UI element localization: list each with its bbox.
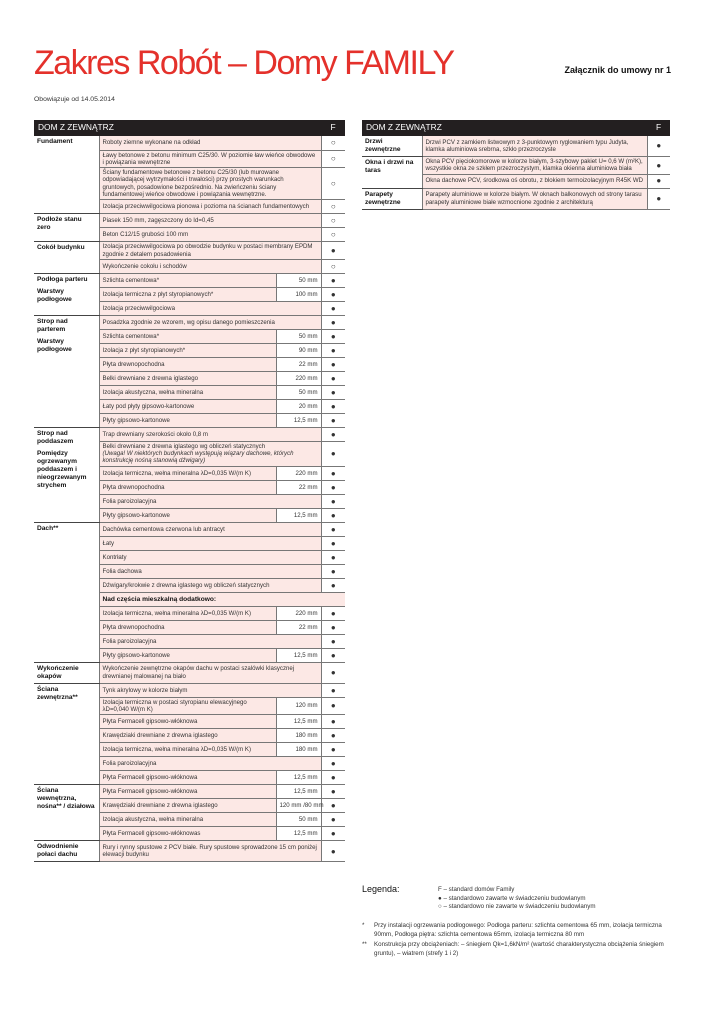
item-description	[99, 301, 321, 315]
item-description	[99, 771, 276, 785]
section-title: Fundament	[37, 138, 73, 145]
item-text: Folia dachowa	[102, 567, 142, 575]
included-dot-icon: ●	[321, 480, 345, 494]
item-quantity: 12,5 mm	[276, 413, 321, 427]
included-dot-icon: ●	[321, 494, 345, 508]
item-quantity: 12,5 mm	[276, 715, 321, 729]
included-dot-icon: ●	[321, 813, 345, 827]
included-dot-icon: ●	[321, 441, 345, 466]
item-quantity: 12,5 mm	[276, 508, 321, 522]
section-title-cell	[34, 785, 99, 841]
section-title: Cokół budynku	[37, 244, 85, 252]
item-text: Wykończenie cokołu i schodów	[102, 262, 187, 270]
item-text: Izolacja przeciwwilgociowa pionowa i pozioma na ścianach fundamentowych	[102, 203, 310, 211]
item-description	[99, 606, 276, 620]
excluded-circle-icon: ○	[321, 200, 345, 214]
item-text: Płyty gipsowo-kartonowe	[102, 651, 170, 659]
section-title-cell	[34, 662, 99, 683]
item-quantity: 12,5 mm	[276, 648, 321, 662]
item-text: Trap drewniany szerokości około 0,8 m	[102, 430, 208, 438]
item-quantity: 20 mm	[276, 399, 321, 413]
item-description	[99, 508, 276, 522]
item-description	[99, 536, 321, 550]
excluded-circle-icon: ○	[321, 168, 345, 200]
included-dot-icon: ●	[647, 136, 670, 157]
item-text: Posadzka zgodnie ze wzorem, wg opisu danego pomieszczenia	[102, 318, 275, 326]
item-text: Izolacja akustyczna, wełna mineralna	[102, 388, 204, 396]
item-description	[99, 683, 321, 697]
table-header-row	[34, 120, 345, 136]
item-text: Płyta Fermacell gipsowo-włóknowa	[102, 718, 198, 726]
included-dot-icon: ●	[321, 343, 345, 357]
table-row	[362, 157, 670, 175]
item-text: Izolacja termiczna, wełna mineralna λD=0,035 W/(m K)	[102, 609, 252, 617]
item-description	[422, 157, 647, 175]
table-row	[34, 136, 345, 150]
item-description	[99, 427, 321, 441]
section-title: Dach**	[37, 524, 59, 532]
item-text: Parapety aluminiowe w kolorze białym. W oknach balkonowych od strony tarasu parapety aluminiowe białe wzmocnione zgodnie z architekturą	[425, 191, 642, 206]
item-text: Dachówka cementowa czerwona lub antracyt	[102, 525, 225, 533]
included-dot-icon: ●	[321, 648, 345, 662]
table-row	[34, 273, 345, 287]
included-dot-icon: ●	[321, 522, 345, 536]
section-title-cell	[34, 683, 99, 785]
item-text: Izolacja akustyczna, wełna mineralna	[102, 816, 204, 824]
included-dot-icon: ●	[321, 550, 345, 564]
excluded-circle-icon: ○	[321, 214, 345, 228]
included-dot-icon: ●	[321, 743, 345, 757]
included-dot-icon: ●	[647, 174, 670, 188]
item-description	[99, 715, 276, 729]
included-dot-icon: ●	[321, 771, 345, 785]
included-dot-icon: ●	[321, 620, 345, 634]
footnote-star: **	[362, 941, 367, 949]
item-text: Izolacja z płyt styropianowych*	[102, 346, 186, 354]
included-dot-icon: ●	[321, 715, 345, 729]
item-description	[99, 697, 276, 715]
footnote	[362, 941, 682, 958]
footnote	[362, 922, 682, 939]
item-text: Belki drewniane z drewna iglastego wg obliczeń statycznych	[102, 442, 266, 450]
excluded-circle-icon: ○	[321, 259, 345, 273]
item-text: Okna PCV pięciokomorowe w kolorze białym, 3-szybowy pakiet U= 0,6 W (m²K), wszystkie okna ze szkłem przezroczystym, klamka okienna aluminiowa biała	[425, 158, 643, 173]
included-dot-icon: ●	[321, 466, 345, 480]
item-description	[99, 564, 321, 578]
section-title: Strop nad parterem	[37, 317, 68, 333]
section-title: Parapety zewnętrzne	[365, 190, 401, 206]
item-description	[99, 813, 276, 827]
table-row	[34, 522, 345, 536]
included-dot-icon: ●	[321, 371, 345, 385]
item-description	[99, 578, 321, 592]
item-description	[99, 494, 321, 508]
item-description	[99, 287, 276, 301]
section-title: Ściana wewnętrzna, nośna** / działowa	[37, 787, 95, 811]
item-text: Płyta Fermacell gipsowo-włóknowas	[102, 830, 201, 838]
included-dot-icon: ●	[321, 827, 345, 841]
excluded-circle-icon: ○	[321, 150, 345, 168]
item-note: (Uwaga! W niektórych budynkach występują wiązary dachowe, których konstrukcję nośną stanowią dźwigary)	[102, 450, 294, 465]
item-quantity: 12,5 mm	[276, 771, 321, 785]
item-text: Szlichta cementowa*	[102, 332, 160, 340]
item-description	[99, 799, 276, 813]
section-title-cell	[34, 242, 99, 274]
table-row	[34, 214, 345, 228]
table-row	[34, 662, 345, 683]
section-title-cell	[34, 522, 99, 662]
table-row	[34, 785, 345, 799]
item-description	[99, 343, 276, 357]
item-description	[99, 385, 276, 399]
section-title: Podłoże stanu zero	[37, 216, 82, 232]
included-dot-icon: ●	[321, 329, 345, 343]
item-description	[99, 315, 321, 329]
item-description	[99, 785, 276, 799]
item-description	[99, 729, 276, 743]
item-text: Płyta drewnopochodna	[102, 623, 165, 631]
item-description	[99, 200, 321, 214]
included-dot-icon: ●	[321, 634, 345, 648]
item-text: Izolacja termiczna, wełna mineralna λD=0,035 W/(m K)	[102, 469, 252, 477]
item-text: Izolacja termiczna w postaci styropianu elewacyjnego λD=0,040 W/(m K)	[102, 698, 247, 714]
column-f-heading: F	[321, 120, 345, 136]
item-text: Płyta Fermacell gipsowo-włóknowa	[102, 788, 198, 796]
item-quantity: 180 mm	[276, 743, 321, 757]
footnote-text: Konstrukcja przy obciążeniach: – śniegiem Qk=1,6kN/m² (wartość charakterystyczna obciążenia śniegiem gruntu), – wiatrem (strefy 1 i 2)	[374, 941, 664, 957]
item-quantity: 100 mm	[276, 287, 321, 301]
item-description	[99, 136, 321, 150]
included-dot-icon: ●	[321, 536, 345, 550]
excluded-circle-icon: ○	[321, 228, 345, 242]
item-description	[99, 480, 276, 494]
item-description	[99, 399, 276, 413]
item-description	[99, 242, 321, 260]
table-heading: DOM Z ZEWNĄTRZ	[362, 120, 647, 136]
section-title-cell	[362, 136, 422, 157]
item-quantity: 220 mm	[276, 606, 321, 620]
item-quantity: 180 mm	[276, 729, 321, 743]
item-text: Izolacja termiczna, wełna mineralna λD=0,035 W/(m K)	[102, 746, 252, 754]
item-quantity: 220 mm	[276, 371, 321, 385]
table-row	[34, 427, 345, 441]
included-dot-icon: ●	[321, 357, 345, 371]
section-title: Odwodnienie połaci dachu	[37, 843, 79, 859]
item-text: Folia paroizolacyjna	[102, 497, 157, 505]
section-title-cell	[34, 427, 99, 522]
footnote-text: Przy instalacji ogrzewania podłogowego: Podłoga parteru: szlichta cementowa 65 mm, izolacja termiczna 90mm, Podłoga piętra: szlichta cementowa 65mm, izolacja termiczna 80 mm	[374, 922, 662, 938]
section-title-cell	[34, 315, 99, 427]
item-text: Izolacja termiczna z płyt styropianowych*	[102, 290, 214, 298]
included-dot-icon: ●	[321, 564, 345, 578]
included-dot-icon: ●	[321, 841, 345, 862]
item-description	[99, 466, 276, 480]
item-text: Belki drewniane z drewna iglastego	[102, 374, 199, 382]
item-text: Ściany fundamentowe betonowe z betonu C25/30 (lub murowane odpowiadającej wytrzymałości i trwałości) przy prostych warunkach gruntowych, posadowione bezpośrednio. Na zwieńczeniu ściany fundamentowej wieńce obwodowe i powiązania wewnętrzne.	[102, 169, 284, 198]
included-dot-icon: ●	[321, 301, 345, 315]
item-description	[422, 188, 647, 209]
included-dot-icon: ●	[321, 799, 345, 813]
included-dot-icon: ●	[321, 273, 345, 287]
section-title-cell	[34, 273, 99, 315]
item-text: Płyty gipsowo-kartonowe	[102, 416, 170, 424]
item-text: Izolacja przeciwwilgociowa po obwodzie budynku w postaci membrany EPDM zgodnie z detalem posadowienia	[102, 243, 313, 258]
item-description	[99, 259, 321, 273]
item-quantity: 120 mm /80 mm	[276, 799, 321, 813]
included-dot-icon: ●	[321, 785, 345, 799]
item-quantity: 22 mm	[276, 620, 321, 634]
included-dot-icon: ●	[321, 385, 345, 399]
included-dot-icon: ●	[647, 157, 670, 175]
included-dot-icon: ●	[321, 757, 345, 771]
item-quantity: 12,5 mm	[276, 785, 321, 799]
section-title: Strop nad poddaszem	[37, 429, 74, 445]
section-title-cell	[34, 214, 99, 242]
item-description	[99, 522, 321, 536]
item-text: Łaty pod płyty gipsowo-kartonowe	[102, 402, 195, 410]
item-description	[422, 136, 647, 157]
item-text: Folia paroizolacyjna	[102, 760, 157, 768]
item-text: Okna dachowe PCV, środkowa oś obrotu, z blokiem termoizolacyjnym R45K WD	[425, 177, 644, 185]
included-dot-icon: ●	[321, 508, 345, 522]
section-title: Podłoga parteru	[37, 275, 88, 283]
item-text: Tynk akrylowy w kolorze białym	[102, 686, 188, 694]
item-text: Kontrłaty	[102, 553, 127, 561]
item-description	[99, 620, 276, 634]
item-description	[99, 662, 321, 683]
item-quantity: 120 mm	[276, 697, 321, 715]
item-text: Ławy betonowe z betonu minimum C25/30. W poziomie ław wieńce obwodowe i powiązania wewnętrzne	[102, 151, 316, 166]
item-description	[99, 357, 276, 371]
table-row	[34, 841, 345, 862]
legend-item: ○ – standardowo nie zawarte w świadczeniu budowlanym	[438, 903, 596, 911]
item-text: Drzwi PCV z zamkiem listwowym z 3-punktowym ryglowaniem typu Judyta, klamka aluminiowa srebrna, szkło przezroczyste	[425, 138, 629, 153]
item-description	[99, 168, 321, 200]
annex-label: Załącznik do umowy nr 1	[564, 65, 671, 75]
subsection-label: Nad częścia mieszkalną dodatkowo:	[99, 592, 345, 606]
item-description	[99, 648, 276, 662]
item-quantity: 22 mm	[276, 480, 321, 494]
included-dot-icon: ●	[321, 399, 345, 413]
section-title-cell	[34, 136, 99, 214]
included-dot-icon: ●	[321, 242, 345, 260]
included-dot-icon: ●	[321, 606, 345, 620]
section-title: Wykończenie okapów	[37, 664, 79, 680]
included-dot-icon: ●	[321, 683, 345, 697]
included-dot-icon: ●	[321, 315, 345, 329]
item-text: Łaty	[102, 539, 115, 547]
section-title: Drzwi zewnętrzne	[365, 138, 401, 153]
table-header-row	[362, 120, 670, 136]
section-subtitle: Warstwy podłogowe	[37, 287, 72, 303]
section-subtitle: Warstwy podłogowe	[37, 337, 72, 353]
item-description	[99, 413, 276, 427]
item-text: Płyta Fermacell gipsowo-włóknowa	[102, 774, 198, 782]
section-title-cell	[362, 188, 422, 209]
included-dot-icon: ●	[321, 697, 345, 715]
legend-title: Legenda:	[362, 884, 400, 894]
section-title-cell	[362, 157, 422, 189]
right-scope-table	[362, 120, 670, 210]
item-description	[99, 273, 276, 287]
column-f-heading: F	[647, 120, 670, 136]
item-quantity: 22 mm	[276, 357, 321, 371]
item-text: Piasek 150 mm, zagęszczony do Id=0,45	[102, 217, 214, 225]
included-dot-icon: ●	[321, 729, 345, 743]
item-quantity: 50 mm	[276, 385, 321, 399]
excluded-circle-icon: ○	[321, 136, 345, 150]
table-row	[34, 242, 345, 260]
item-description	[99, 743, 276, 757]
left-scope-table	[34, 120, 345, 862]
included-dot-icon: ●	[321, 578, 345, 592]
item-description	[99, 228, 321, 242]
item-quantity: 12,5 mm	[276, 827, 321, 841]
item-description	[99, 841, 321, 862]
table-row	[34, 315, 345, 329]
item-text: Roboty ziemne wykonane na odkład	[102, 139, 201, 147]
item-quantity: 50 mm	[276, 273, 321, 287]
item-text: Izolacja przeciwwilgociowa	[102, 304, 175, 312]
item-text: Płyta drewnopochodna	[102, 360, 165, 368]
item-quantity: 90 mm	[276, 343, 321, 357]
item-description	[99, 150, 321, 168]
item-text: Płyta drewnopochodna	[102, 483, 165, 491]
included-dot-icon: ●	[647, 188, 670, 209]
included-dot-icon: ●	[321, 287, 345, 301]
section-title-cell	[34, 841, 99, 862]
item-description	[99, 329, 276, 343]
item-quantity: 50 mm	[276, 329, 321, 343]
legend-item: ● – standardowo zawarte w świadczeniu budowlanym	[438, 894, 586, 902]
item-description	[422, 174, 647, 188]
item-description	[99, 214, 321, 228]
included-dot-icon: ●	[321, 413, 345, 427]
item-text: Płyty gipsowo-kartonowe	[102, 511, 170, 519]
item-text: Beton C12/15 grubości 100 mm	[102, 231, 189, 239]
item-quantity: 50 mm	[276, 813, 321, 827]
item-text: Krawędziaki drewniane z drewna iglastego	[102, 732, 218, 740]
item-text: Wykończenie zewnętrzne okapów dachu w postaci szalówki klasycznej drewnianej malowanej na biało	[102, 665, 295, 680]
item-text: Szlichta cementowa*	[102, 276, 160, 284]
section-title: Ściana zewnętrzna**	[37, 685, 78, 701]
item-description	[99, 827, 276, 841]
item-quantity: 220 mm	[276, 466, 321, 480]
legend-list	[438, 886, 595, 912]
table-row	[362, 188, 670, 209]
table-heading: DOM Z ZEWNĄTRZ	[34, 120, 321, 136]
item-description	[99, 371, 276, 385]
table-row	[362, 136, 670, 157]
item-description	[99, 550, 321, 564]
item-description	[99, 634, 321, 648]
footnote-star: *	[362, 922, 365, 929]
item-text: Rury i rynny spustowe z PCV białe. Rury spustowe sprowadzone 15 cm poniżej elewacji budynku	[102, 844, 317, 859]
item-text: Krawędziaki drewniane z drewna iglastego	[102, 802, 218, 810]
included-dot-icon: ●	[321, 427, 345, 441]
item-text: Dźwigary/krokwie z drewna iglastego wg obliczeń statycznych	[102, 581, 270, 589]
footnotes	[362, 922, 682, 960]
section-subtitle: Pomiędzy ogrzewanym poddaszem i nieogrzewanym strychem	[37, 449, 87, 489]
item-description	[99, 441, 321, 466]
item-text: Folia paroizolacyjna	[102, 637, 157, 645]
table-row	[34, 683, 345, 697]
section-title: Okna i drzwi na taras	[365, 159, 414, 174]
valid-from-date: Obowiązuje od 14.05.2014	[34, 96, 115, 103]
legend-item: F – standard domów Family	[438, 886, 515, 893]
included-dot-icon: ●	[321, 662, 345, 683]
item-description	[99, 757, 321, 771]
page-title: Zakres Robót – Domy FAMILY	[34, 44, 454, 82]
